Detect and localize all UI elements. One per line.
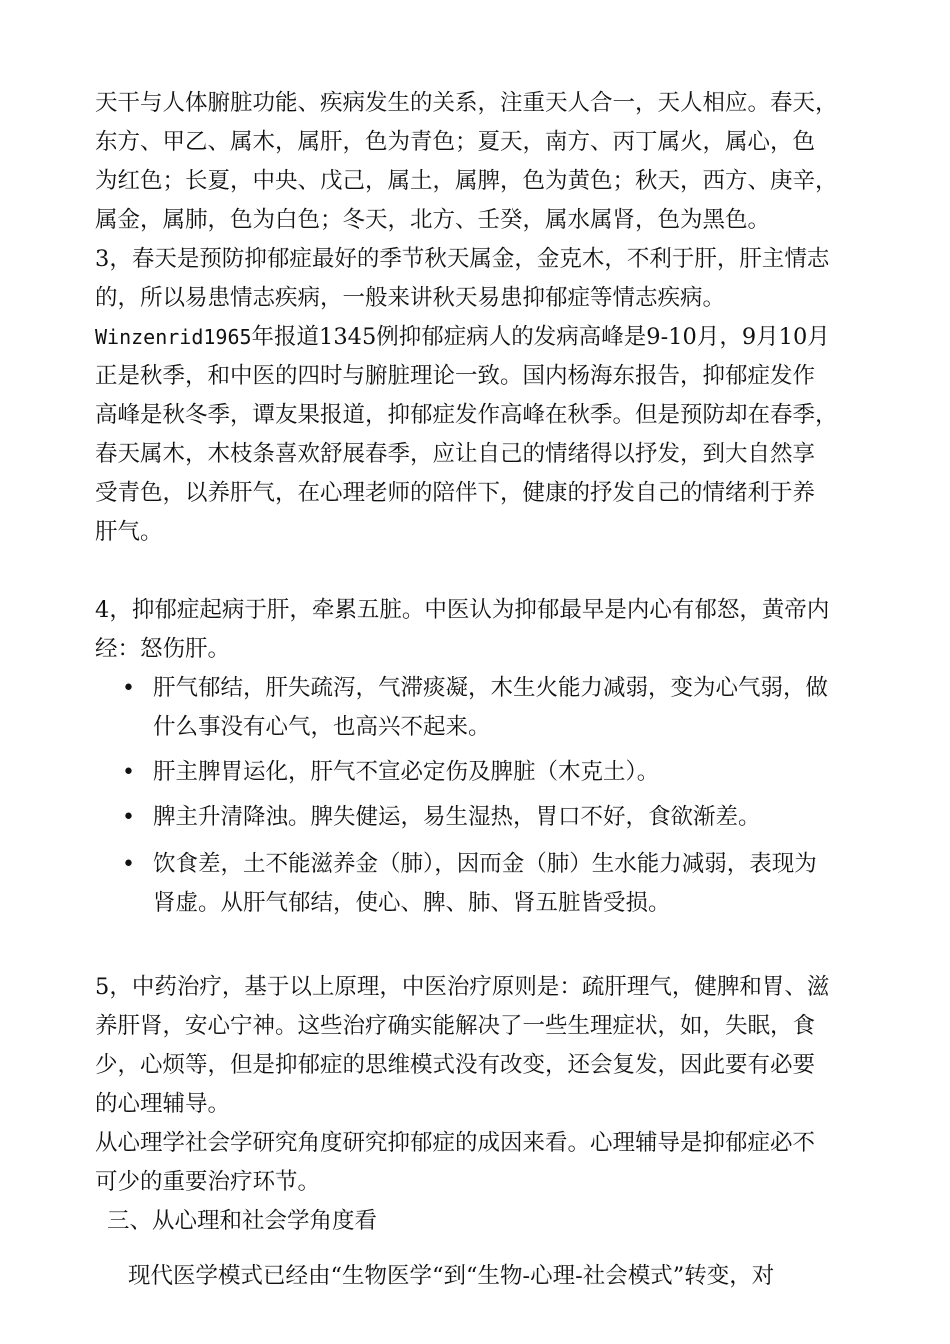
list-item (95, 753, 875, 792)
text-line: 从心理学社会学研究角度研究抑郁症的成因来看。心理辅导是抑郁症必不 (95, 1130, 816, 1156)
list-item-line: 肝气郁结，肝失疏泻，气滞痰凝，木生火能力减弱，变为心气弱，做 (153, 675, 829, 701)
bullet-icon: • (122, 852, 135, 877)
document-page (95, 84, 875, 1296)
text-line: 为红色；长夏，中央、戊己，属土，属脾，色为黄色；秋天，西方、庚辛， (95, 168, 838, 194)
section-heading: 三、从心理和社会学角度看 (107, 1208, 378, 1234)
text-line: 养肝肾，安心宁神。这些治疗确实能解决了一些生理症状，如，失眠，食 (95, 1013, 816, 1039)
text-line: 天干与人体腑脏功能、疾病发生的关系，注重天人合一，天人相应。春天， (95, 90, 838, 116)
list-item-line: 饮食差，土不能滋养金（肺），因而金（肺）生水能力减弱，表现为 (153, 851, 817, 877)
text-line: 东方、甲乙、属木，属肝，色为青色；夏天，南方、丙丁属火，属心，色 (95, 129, 816, 155)
text-line: 的心理辅导。 (95, 1091, 231, 1117)
paragraph-liver-origin (95, 591, 875, 669)
text-line: 春天属木，木枝条喜欢舒展春季，应让自己的情绪得以抒发，到大自然享 (95, 441, 816, 467)
list-item-line: 肝主脾胃运化，肝气不宣必定伤及脾脏（木克土）。 (153, 759, 660, 785)
text-line: 属金，属肺，色为白色；冬天，北方、壬癸，属水属肾，色为黑色。 (95, 207, 771, 233)
text-segment: 年报道1345例抑郁症病人的发病高峰是9-10月，9月10月 (251, 324, 830, 350)
bullet-list (95, 669, 875, 923)
text-line: 的，所以易患情志疾病，一般来讲秋天易患抑郁症等情志疾病。 (95, 285, 726, 311)
text-line: 少，心烦等，但是抑郁症的思维模式没有改变，还会复发，因此要有必要 (95, 1052, 816, 1078)
paragraph-tiangan (95, 84, 875, 240)
text-line: 可少的重要治疗环节。 (95, 1169, 321, 1195)
paragraph-spring-prevention (95, 240, 875, 552)
text-line: 经：怒伤肝。 (95, 636, 231, 662)
text-line: 正是秋季，和中医的四时与腑脏理论一致。国内杨海东报告，抑郁症发作 (95, 363, 816, 389)
list-item (95, 845, 875, 923)
list-item-line: 脾主升清降浊。脾失健运，易生湿热，胃口不好，食欲渐差。 (153, 804, 761, 830)
text-line (95, 318, 875, 357)
text-line: 肝气。 (95, 519, 163, 545)
bullet-icon: • (122, 760, 135, 785)
paragraph-spacer (95, 552, 875, 591)
paragraph-spacer (95, 929, 875, 968)
bullet-icon: • (122, 676, 135, 701)
list-item-line: 肾虚。从肝气郁结，使心、脾、肺、肾五脏皆受损。 (153, 890, 671, 916)
text-line: 高峰是秋冬季，谭友果报道，抑郁症发作高峰在秋季。但是预防却在春季， (95, 402, 838, 428)
text-line: 3，春天是预防抑郁症最好的季节秋天属金，金克木，不利于肝，肝主情志 (95, 246, 830, 272)
text-line: 5，中药治疗，基于以上原理，中医治疗原则是：疏肝理气，健脾和胃、滋 (95, 974, 830, 1000)
list-item-line: 什么事没有心气，也高兴不起来。 (153, 714, 491, 740)
text-line: 受青色，以养肝气，在心理老师的陪伴下，健康的抒发自己的情绪利于养 (95, 480, 816, 506)
bullet-icon: • (122, 805, 135, 830)
list-item (95, 669, 875, 747)
text-line: 现代医学模式已经由“生物医学“到“生物-心理-社会模式”转变，对 (128, 1263, 775, 1289)
author-name: Winzenrid1965 (95, 325, 252, 349)
list-item (95, 798, 875, 837)
text-line: 4，抑郁症起病于肝，牵累五脏。中医认为抑郁最早是内心有郁怒，黄帝内 (95, 597, 830, 623)
paragraph-herbal-treatment (95, 968, 875, 1202)
